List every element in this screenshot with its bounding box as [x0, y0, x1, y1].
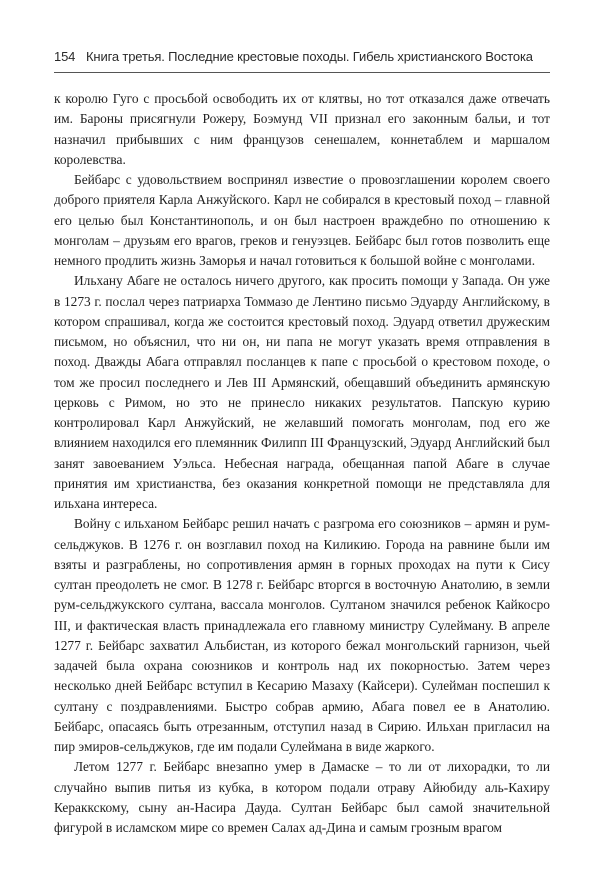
paragraph: Летом 1277 г. Бейбарс внезапно умер в Дамаске – то ли от лихорадки, то ли случайно выпив питья из кубка, в котором подали отраву Айюбиду аль-Кахиру Кераккскому, сыну ан-Насира Дауда. Султан Бейбарс был самой значительной фигурой в исламском мире со времен Салах ад-Дина и самым грозным врагом [54, 759, 550, 835]
paragraph: Войну с ильханом Бейбарс решил начать с разгрома его союзников – армян и рум-сельджуков. В 1276 г. он возглавил поход на Киликию. Города на равнине были им взяты и разграблены, но сопротивления армян в горных проходах на пути к Сису султан преодолеть не смог. В 1278 г. Бейбарс вторгся в восточную Анатолию, в земли рум-сельджукского султана, вассала монголов. Султаном значился ребенок Кайкосро III, и фактическая власть принадлежала его главному министру Сулейману. В апреле 1277 г. Бейбарс захватил Альбистан, из которого бежал монгольский гарнизон, чьей задачей была охрана союзников и контроль над их покорностью. Затем через несколько дней Бейбарс вступил в Кесарию Мазаху (Кайсери). Сулейман поспешил к султану с поздравлениями. Быстро собрав армию, Абага повел ее в Анатолию. Бейбарс, опасаясь быть отрезанным, отступил назад в Сирию. Ильхан пригласил на пир эмиров-сельджуков, где им подали Сулеймана в виде жаркого. [54, 516, 550, 754]
paragraph: Ильхану Абаге не осталось ничего другого, как просить помощи у Запада. Он уже в 1273 г. послал через патриарха Томмазо де Лентино письмо Эдуарду Английскому, в котором спрашивал, когда же состоится крестовый поход. Эдуард ответил дружеским письмом, но объяснил, что ни он, ни папа не могут указать время отправления в поход. Дважды Абага отправлял посланцев к папе с просьбой о крестовом походе, о том же просил последнего и Лев III Армянский, обещавший объединить армянскую церковь с Римом, но это не принесло никаких результатов. Папскую курию контролировал Карл Анжуйский, не желавший помогать монголам, под его же влиянием находился его племянник Филипп III Французский, Эдуард Английский был занят завоеванием Уэльса. Небесная награда, обещанная папой Абаге в случае принятия им христианства, без оказания конкретной помощи не представляла для ильхана интереса. [54, 273, 550, 511]
running-title: Книга третья. Последние крестовые походы. Гибель христианского Востока [86, 49, 533, 64]
paragraph: к королю Гуго с просьбой освободить их от клятвы, но тот отказался даже отвечать им. Бароны присягнули Рожеру, Боэмунд VII признал его законным бальи, и тот назначил прибывших с ним французов сенешалем, коннетаблем и маршалом королевства. [54, 91, 550, 167]
page-number: 154 [54, 49, 76, 64]
running-header [54, 49, 550, 64]
body-text [54, 89, 550, 838]
header-rule [54, 72, 550, 73]
paragraph: Бейбарс с удовольствием воспринял известие о провозглашении королем своего доброго приятеля Карла Анжуйского. Карл не собирался в крестовый поход – главной его целью был Константинополь, и он был настроен враждебно по отношению к монголам – друзьям его врагов, греков и генуэзцев. Бейбарс был готов позволить еще немного продлить жизнь Заморья и начал готовиться к большой войне с монголами. [54, 172, 550, 268]
